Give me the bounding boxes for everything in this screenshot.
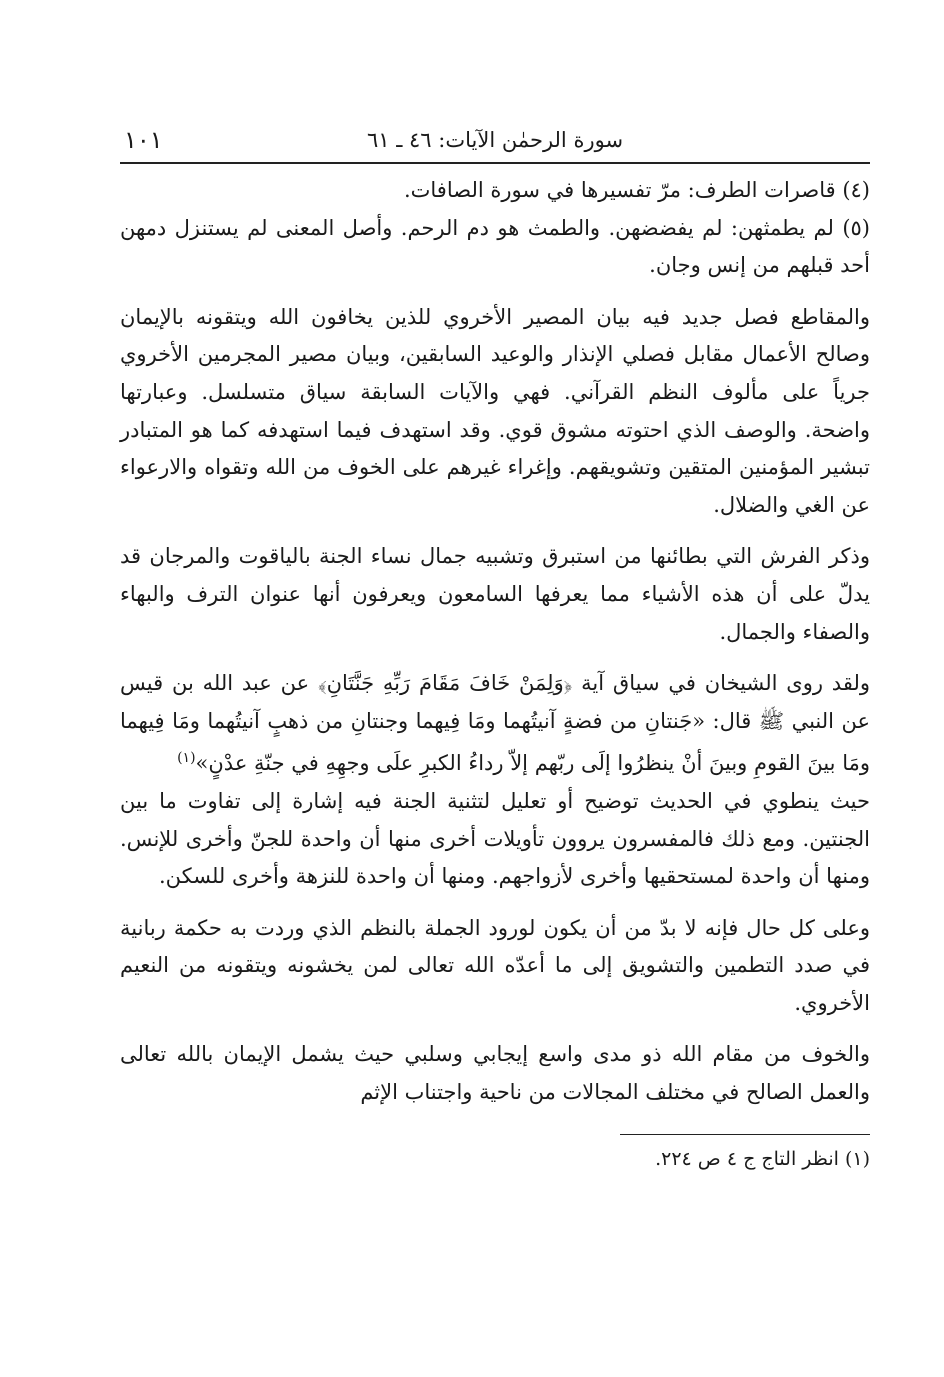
footnote: (١) انظر التاج ج ٤ ص ٢٢٤. [655, 1147, 870, 1170]
running-title: سورة الرحمٰن الآيات: ٤٦ ـ ٦١ [366, 128, 624, 152]
book-page [120, 118, 870, 1173]
body-paragraph: وعلى كل حال فإنه لا بدّ من أن يكون لورود الجملة بالنظم الذي وردت به حكمة ربانية في صدد التطمين والتشويق إلى ما أعدّه الله تعالى لمن يخشونه ويتقونه من النعيم الأخروي. [120, 915, 870, 1015]
page-body [120, 164, 870, 1173]
page-header [120, 118, 870, 164]
hadith-text: ولقد روى الشيخان في سياق آية ﴿وَلِمَنْ خَافَ مَقَامَ رَبِّهِ جَنَّتَانِ﴾ عن عبد الله بن قيس عن النبي ﷺ قال: «جَنتانِ من فضةٍ آنيتُهما ومَا فِيهما وجنتانِ من ذهبٍ آنيتُهما ومَا فِيهما ومَا بينَ القومِ وبينَ أنْ ينظرُوا إلَى ربّهم إلاّ رداءُ الكبرِ علَى وجهِهِ في جنّةِ عدْنٍ» [120, 671, 870, 776]
body-paragraph: والخوف من مقام الله ذو مدى واسع إيجابي وسلبي حيث يشمل الإيمان بالله تعالى والعمل الصالح في مختلف المجالات من ناحية واجتناب الإثم [120, 1042, 870, 1105]
glossary-note-5: (٥) لم يطمثهن: لم يفضضهن. والطمث هو دم الرحم. وأصل المعنى لم يستنزل دمهن أحد قبلهم من إنس وجان. [120, 215, 870, 278]
glossary-note-4: (٤) قاصرات الطرف: مرّ تفسيرها في سورة الصافات. [403, 178, 870, 202]
body-paragraph: والمقاطع فصل جديد فيه بيان المصير الأخروي للذين يخافون الله ويتقونه بالإيمان وصالح الأعمال مقابل فصلي الإنذار والوعيد السابقين، وبيان مصير المجرمين الأخروي جرياً على مألوف النظم القرآني. فهي والآيات السابقة سياق متسلسل. وعبارتها واضحة. والوصف الذي احتوته مشوق قوي. وقد استهدف فيما استهدفه كما هو المتبادر تبشير المؤمنين المتقين وتشويقهم. وإغراء غيرهم على الخوف من الله وتقواه والارعواء عن الغي والضلال. [120, 304, 870, 517]
body-paragraph: حيث ينطوي في الحديث توضيح أو تعليل لتثنية الجنة فيه إشارة إلى تفاوت ما بين الجنتين. ومع ذلك فالمفسرون يروون تأويلات أخرى منها أن واحدة للجنّ وأخرى للإنس. ومنها أن واحدة لمستحقيها وأخرى لأزواجهم. ومنها أن واحدة للنزهة وأخرى للسكن. [120, 788, 870, 889]
hadith-paragraph [120, 665, 870, 783]
page-number: ١٠١ [124, 126, 163, 154]
body-paragraph: وذكر الفرش التي بطائنها من استبرق وتشبيه جمال نساء الجنة بالياقوت والمرجان قد يدلّ على أن هذه الأشياء مما يعرفها السامعون ويعرفون أنها عنوان الترف والبهاء والصفاء والجمال. [120, 544, 870, 644]
footnote-divider [620, 1134, 870, 1135]
footnote-reference: (١) [177, 750, 196, 767]
